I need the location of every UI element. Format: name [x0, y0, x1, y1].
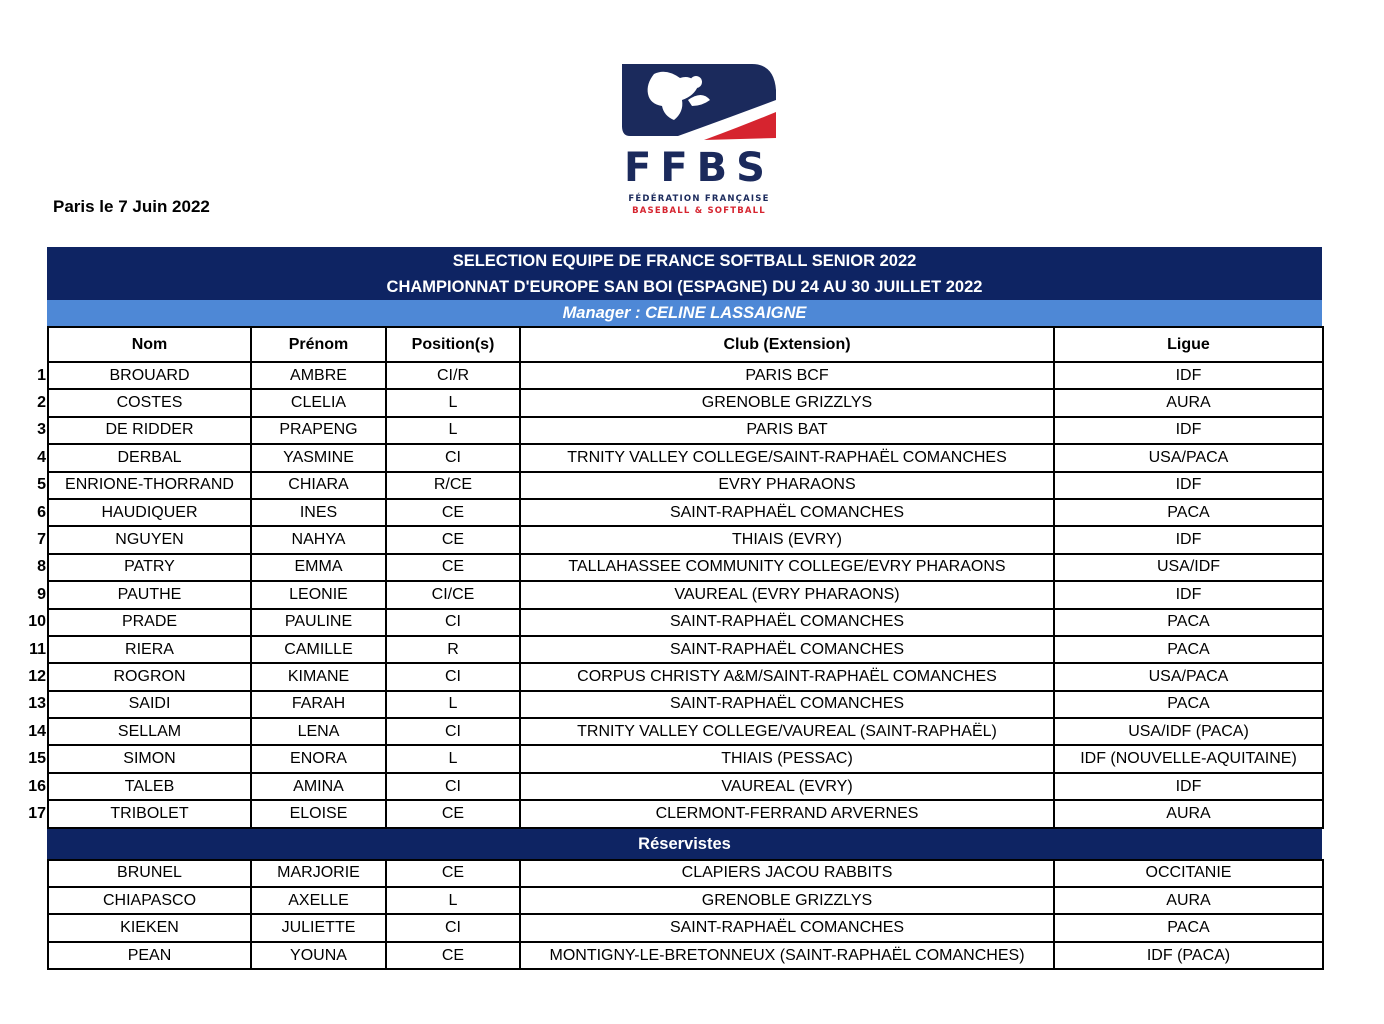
col-header-positions: Position(s)	[386, 327, 520, 362]
cell-text: ENRIONE-THORRAND	[65, 476, 234, 494]
cell-text: BROUARD	[109, 366, 190, 384]
cell-position: CI	[386, 609, 520, 636]
cell-nom	[29, 636, 251, 663]
table-row	[48, 444, 1323, 471]
row-number: 4	[37, 448, 46, 466]
cell-nom: PEAN	[48, 942, 251, 969]
cell-ligue: IDF	[1054, 526, 1323, 553]
cell-club: TALLAHASSEE COMMUNITY COLLEGE/EVRY PHARAONS	[520, 554, 1054, 581]
cell-prenom: LENA	[251, 718, 386, 745]
cell-club: CORPUS CHRISTY A&M/SAINT-RAPHAËL COMANCHES	[520, 663, 1054, 690]
cell-prenom: YASMINE	[251, 444, 386, 471]
cell-nom	[37, 499, 251, 526]
title-block	[47, 247, 1322, 300]
cell-ligue: AURA	[1054, 389, 1323, 416]
table-row	[48, 800, 1323, 827]
cell-prenom: AMBRE	[251, 362, 386, 389]
cell-ligue: USA/IDF (PACA)	[1054, 718, 1323, 745]
table-row	[48, 417, 1323, 444]
cell-position: CE	[386, 499, 520, 526]
cell-prenom: ENORA	[251, 745, 386, 772]
cell-position: L	[386, 887, 520, 914]
cell-club: VAUREAL (EVRY)	[520, 773, 1054, 800]
cell-club: SAINT-RAPHAËL COMANCHES	[520, 691, 1054, 718]
title-line-2: CHAMPIONNAT D'EUROPE SAN BOI (ESPAGNE) DU 24 AU 30 JUILLET 2022	[386, 278, 983, 296]
cell-nom	[28, 745, 251, 772]
row-number: 5	[37, 476, 46, 494]
table-row	[48, 887, 1323, 914]
cell-club: CLERMONT-FERRAND ARVERNES	[520, 800, 1054, 827]
cell-nom	[37, 581, 251, 608]
cell-position: CI/CE	[386, 581, 520, 608]
cell-nom	[28, 773, 251, 800]
document-date: Paris le 7 Juin 2022	[53, 197, 210, 216]
cell-ligue: PACA	[1054, 636, 1323, 663]
cell-nom	[37, 526, 251, 553]
table-row	[48, 526, 1323, 553]
cell-nom	[37, 362, 251, 389]
cell-nom	[37, 417, 251, 444]
cell-text: TRIBOLET	[110, 804, 189, 822]
row-number: 2	[37, 394, 46, 412]
cell-club: GRENOBLE GRIZZLYS	[520, 887, 1054, 914]
table-row	[48, 942, 1323, 969]
cell-nom	[28, 609, 251, 636]
selection-sheet	[28, 247, 1322, 970]
cell-prenom: INES	[251, 499, 386, 526]
cell-text: HAUDIQUER	[101, 503, 198, 521]
column-header-row	[48, 327, 1323, 362]
cell-prenom: AXELLE	[251, 887, 386, 914]
title-line-1: SELECTION EQUIPE DE FRANCE SOFTBALL SENIOR 2022	[452, 252, 917, 270]
cell-text: COSTES	[116, 394, 183, 412]
table-row	[48, 773, 1323, 800]
cell-club: SAINT-RAPHAËL COMANCHES	[520, 636, 1054, 663]
manager-bar: Manager : CELINE LASSAIGNE	[47, 300, 1322, 326]
cell-prenom: EMMA	[251, 554, 386, 581]
cell-club: CLAPIERS JACOU RABBITS	[520, 860, 1054, 887]
cell-club: PARIS BCF	[520, 362, 1054, 389]
cell-prenom: ELOISE	[251, 800, 386, 827]
table-row	[48, 554, 1323, 581]
cell-club: VAUREAL (EVRY PHARAONS)	[520, 581, 1054, 608]
cell-text: PRADE	[121, 613, 178, 631]
cell-text: TALEB	[124, 777, 175, 795]
cell-position: L	[386, 745, 520, 772]
cell-ligue: IDF	[1054, 362, 1323, 389]
row-number: 11	[29, 640, 46, 658]
cell-prenom: YOUNA	[251, 942, 386, 969]
cell-prenom: KIMANE	[251, 663, 386, 690]
cell-club: MONTIGNY-LE-BRETONNEUX (SAINT-RAPHAËL COMANCHES)	[520, 942, 1054, 969]
cell-nom	[28, 663, 251, 690]
row-number: 14	[28, 722, 46, 740]
table-row	[48, 581, 1323, 608]
reserve-table	[47, 859, 1324, 971]
row-number: 15	[28, 750, 46, 768]
cell-text: DERBAL	[117, 448, 182, 466]
cell-position: R	[386, 636, 520, 663]
row-number: 13	[28, 695, 46, 713]
table-row	[48, 745, 1323, 772]
cell-position: CI	[386, 444, 520, 471]
cell-nom: CHIAPASCO	[48, 887, 251, 914]
cell-club: SAINT-RAPHAËL COMANCHES	[520, 499, 1054, 526]
row-number: 8	[37, 558, 46, 576]
cell-position: L	[386, 389, 520, 416]
cell-text: NGUYEN	[115, 531, 184, 549]
cell-nom: KIEKEN	[48, 914, 251, 941]
cell-ligue: IDF	[1054, 417, 1323, 444]
cell-ligue: PACA	[1054, 609, 1323, 636]
cell-position: CE	[386, 800, 520, 827]
logo-federation-line: FÉDÉRATION FRANÇAISE	[628, 194, 770, 204]
cell-text: PATRY	[124, 558, 175, 576]
table-row	[48, 609, 1323, 636]
cell-position: CI/R	[386, 362, 520, 389]
cell-position: CI	[386, 718, 520, 745]
cell-text: PAUTHE	[117, 585, 182, 603]
table-row	[48, 499, 1323, 526]
cell-prenom: PRAPENG	[251, 417, 386, 444]
cell-nom	[37, 389, 251, 416]
ffbs-emblem-icon	[618, 60, 780, 146]
cell-prenom: AMINA	[251, 773, 386, 800]
row-number: 3	[37, 421, 46, 439]
cell-text: RIERA	[125, 640, 174, 658]
roster-table	[28, 326, 1324, 829]
cell-text: DE RIDDER	[105, 421, 194, 439]
cell-position: L	[386, 417, 520, 444]
cell-position: CI	[386, 914, 520, 941]
cell-prenom: CHIARA	[251, 472, 386, 499]
cell-position: CE	[386, 554, 520, 581]
row-number: 9	[37, 585, 46, 603]
cell-nom	[37, 554, 251, 581]
cell-ligue: OCCITANIE	[1054, 860, 1323, 887]
cell-ligue: AURA	[1054, 887, 1323, 914]
cell-club: TRNITY VALLEY COLLEGE/VAUREAL (SAINT-RAPHAËL)	[520, 718, 1054, 745]
table-row	[48, 636, 1323, 663]
table-row	[48, 472, 1323, 499]
cell-prenom: CAMILLE	[251, 636, 386, 663]
cell-position: CE	[386, 526, 520, 553]
table-row	[48, 914, 1323, 941]
cell-text: SAIDI	[128, 695, 171, 713]
cell-position: L	[386, 691, 520, 718]
cell-club: SAINT-RAPHAËL COMANCHES	[520, 609, 1054, 636]
cell-nom	[37, 444, 251, 471]
cell-club: THIAIS (EVRY)	[520, 526, 1054, 553]
cell-ligue: USA/PACA	[1054, 444, 1323, 471]
logo-wordmark: FFBS	[624, 145, 774, 191]
cell-club: THIAIS (PESSAC)	[520, 745, 1054, 772]
row-number: 10	[28, 613, 46, 631]
cell-position: CE	[386, 860, 520, 887]
cell-club: PARIS BAT	[520, 417, 1054, 444]
cell-nom	[28, 800, 251, 827]
cell-prenom: NAHYA	[251, 526, 386, 553]
cell-position: CI	[386, 663, 520, 690]
cell-club: GRENOBLE GRIZZLYS	[520, 389, 1054, 416]
cell-nom	[28, 691, 251, 718]
cell-nom	[28, 718, 251, 745]
cell-ligue: IDF	[1054, 472, 1323, 499]
row-number: 1	[37, 366, 46, 384]
cell-nom: BRUNEL	[48, 860, 251, 887]
logo-sport-line: BASEBALL & SOFTBALL	[632, 206, 766, 216]
player-list	[28, 362, 1323, 828]
table-row	[48, 362, 1323, 389]
row-number: 7	[37, 531, 46, 549]
cell-position: CE	[386, 942, 520, 969]
cell-prenom: MARJORIE	[251, 860, 386, 887]
col-header-prenom: Prénom	[251, 327, 386, 362]
cell-ligue: IDF (PACA)	[1054, 942, 1323, 969]
ffbs-logo	[618, 60, 780, 224]
cell-club: SAINT-RAPHAËL COMANCHES	[520, 914, 1054, 941]
cell-ligue: PACA	[1054, 914, 1323, 941]
cell-prenom: LEONIE	[251, 581, 386, 608]
cell-prenom: FARAH	[251, 691, 386, 718]
reserve-list	[48, 860, 1323, 970]
col-header-nom: Nom	[48, 327, 251, 362]
table-row	[48, 663, 1323, 690]
col-header-ligue: Ligue	[1054, 327, 1323, 362]
cell-prenom: JULIETTE	[251, 914, 386, 941]
cell-club: TRNITY VALLEY COLLEGE/SAINT-RAPHAËL COMANCHES	[520, 444, 1054, 471]
cell-ligue: USA/IDF	[1054, 554, 1323, 581]
cell-prenom: CLELIA	[251, 389, 386, 416]
row-number: 16	[28, 777, 46, 795]
row-number: 17	[28, 804, 46, 822]
cell-ligue: PACA	[1054, 691, 1323, 718]
row-number: 12	[28, 667, 46, 685]
cell-text: SIMON	[123, 750, 176, 768]
cell-position: R/CE	[386, 472, 520, 499]
cell-ligue: IDF	[1054, 773, 1323, 800]
cell-position: CI	[386, 773, 520, 800]
cell-ligue: IDF (NOUVELLE-AQUITAINE)	[1054, 745, 1323, 772]
col-header-club: Club (Extension)	[520, 327, 1054, 362]
cell-text: ROGRON	[113, 667, 186, 685]
cell-ligue: PACA	[1054, 499, 1323, 526]
cell-nom	[37, 472, 251, 499]
reserve-section-title: Réservistes	[47, 829, 1322, 859]
table-row	[48, 691, 1323, 718]
cell-club: EVRY PHARAONS	[520, 472, 1054, 499]
cell-text: SELLAM	[117, 722, 182, 740]
cell-ligue: IDF	[1054, 581, 1323, 608]
cell-ligue: AURA	[1054, 800, 1323, 827]
cell-ligue: USA/PACA	[1054, 663, 1323, 690]
table-row	[48, 389, 1323, 416]
cell-prenom: PAULINE	[251, 609, 386, 636]
table-row	[48, 718, 1323, 745]
row-number: 6	[37, 503, 46, 521]
table-row	[48, 860, 1323, 887]
